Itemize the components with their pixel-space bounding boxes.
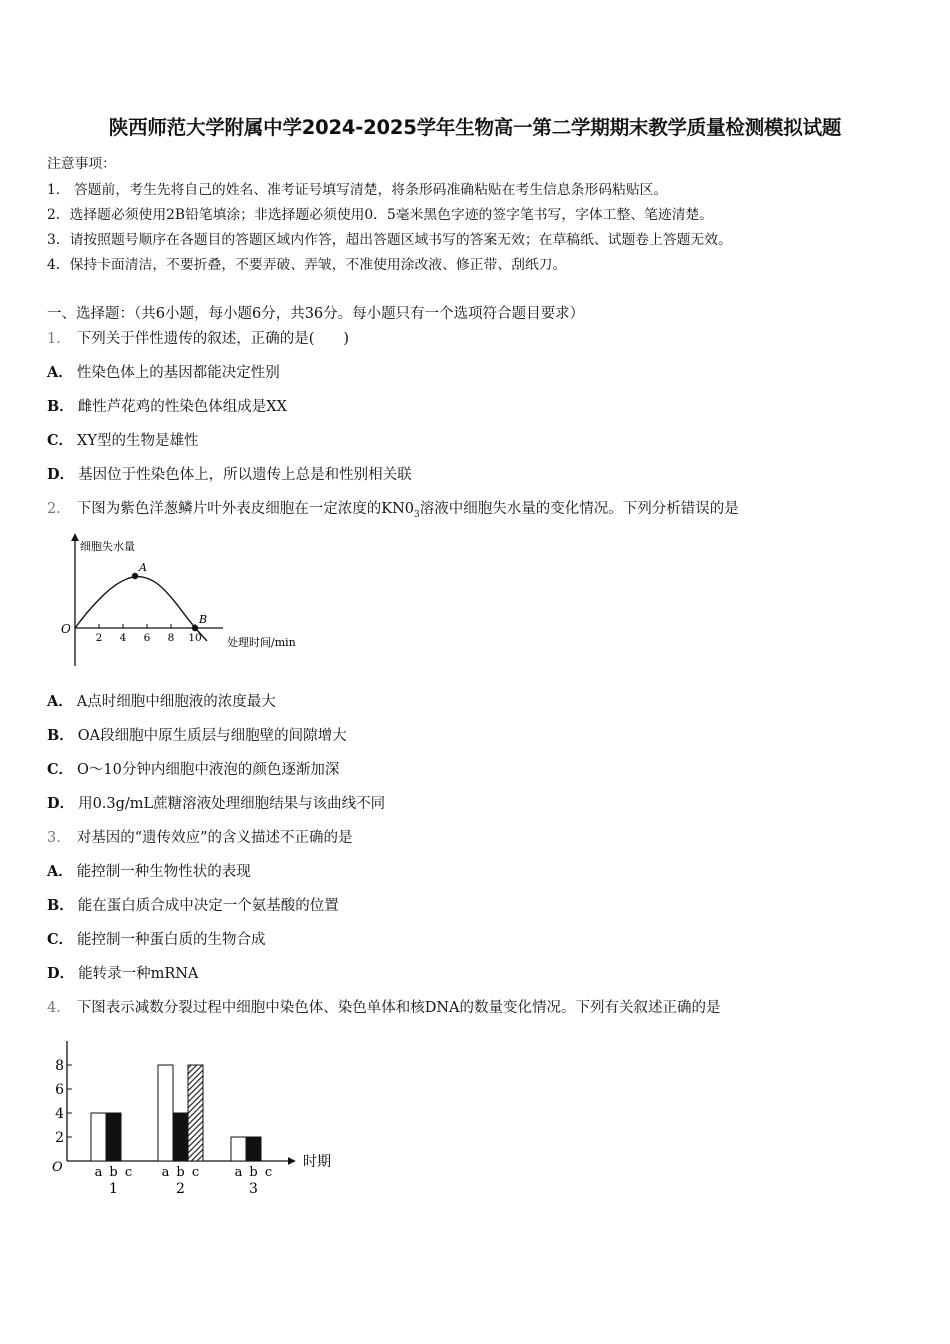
page-title: 陕西师范大学附属中学2024-2025学年生物高一第二学期期末教学质量检测模拟试题 [108,116,842,139]
bar-letter-label: b [109,1165,118,1180]
x-tick-label: 6 [143,632,151,644]
y-tick-label: 2 [55,1130,64,1146]
question-stem: 对基因的“遗传效应”的含义描述不正确的是 [76,830,353,846]
bar-letter-label: b [249,1165,258,1180]
question-3 [47,826,353,847]
question-number: 3． [47,830,71,846]
notice-item-2: 2．选择题必须使用2B铅笔填涂；非选择题必须使用0．5毫米黑色字迹的签字笔书写，字体工整、笔迹清楚。 [47,207,714,223]
q3-option-c: C． 能控制一种蛋白质的生物合成 [47,931,266,948]
notice-heading: 注意事项： [47,156,116,172]
section-heading: 一、选择题：（共6小题，每小题6分，共36分。每小题只有一个选项符合题目要求） [47,306,585,322]
notice-item-3: 3．请按照题号顺序在各题目的答题区域内作答，超出答题区域书写的答案无效；在草稿纸、试题卷上答题无效。 [47,232,732,248]
y-axis-label: 细胞失水量 [80,540,135,553]
q1-option-d: D． 基因位于性染色体上，所以遗传上总是和性别相关联 [47,466,412,483]
question-2: 2． 下图为紫色洋葱鳞片叶外表皮细胞在一定浓度的$KN0_3$溶液中细胞失水量的变化情况。下列分析错误的是 [47,501,739,520]
notice-item-1: 1. 答题前，考生先将自己的姓名、准考证号填写清楚，将条形码准确粘贴在考生信息条形码粘贴区。 [47,182,668,198]
question-number: 1． [47,331,71,347]
q3-option-a: A． 能控制一种生物性状的表现 [47,863,251,880]
y-tick-label: 4 [55,1106,64,1122]
bar-1-b [106,1113,121,1161]
category-label: 3 [249,1181,258,1197]
question-number: 2． [47,501,71,517]
bar-3-b [246,1137,261,1161]
x-axis-label: 处理时间/min [227,636,296,649]
category-label: 1 [109,1181,118,1197]
x-tick-label: 4 [119,632,127,644]
question-stem: 下图表示减数分裂过程中细胞中染色体、染色单体和核DNA的数量变化情况。下列有关叙述正确的是 [76,1000,721,1016]
bar-3-a [231,1137,246,1161]
question-4 [47,996,721,1017]
water-loss-line-chart [55,528,315,673]
y-tick-label: 6 [55,1082,64,1098]
category-label: 2 [176,1181,185,1197]
bar-letter-label: a [161,1165,170,1180]
q1-option-a: A． 性染色体上的基因都能决定性别 [47,364,280,381]
notice-item-4: 4．保持卡面清洁，不要折叠，不要弄破、弄皱，不准使用涂改液、修正带、刮纸刀。 [47,257,567,273]
bar-letter-label: b [176,1165,185,1180]
q1-option-c: C． XY型的生物是雄性 [47,432,199,449]
q2-option-a: A． A点时细胞中细胞液的浓度最大 [47,693,276,710]
bar-letter-label: c [264,1165,273,1180]
x-tick-label: 8 [167,632,175,644]
meiosis-bar-chart [45,1035,355,1205]
y-tick-label: 8 [55,1058,64,1074]
bar-1-a [91,1113,106,1161]
x-tick-label: 10 [188,632,202,644]
question-1 [47,327,349,348]
origin-label: O [61,622,71,636]
q2-option-d: D． 用0.3g/mL蔗糖溶液处理细胞结果与该曲线不同 [47,795,386,812]
bar-2-b [173,1113,188,1161]
q1-option-b: B． 雌性芦花鸡的性染色体组成是XX [47,398,287,415]
q3-option-d: D． 能转录一种mRNA [47,965,199,982]
question-stem: 下列关于伴性遗传的叙述，正确的是( ) [76,331,350,347]
bar-letter-label: c [191,1165,200,1180]
q3-option-b: B． 能在蛋白质合成中决定一个氨基酸的位置 [47,897,339,914]
origin-label: O [52,1160,63,1175]
point-label-b: B [199,613,208,626]
x-tick-label: 2 [95,632,103,644]
x-axis-label: 时期 [303,1154,331,1170]
q2-option-c: C． O～10分钟内细胞中液泡的颜色逐渐加深 [47,761,340,778]
point-b [192,625,198,631]
bar-2-c [188,1065,203,1161]
bar-letter-label: a [234,1165,243,1180]
point-label-a: A [139,561,147,574]
bar-letter-label: a [94,1165,103,1180]
bar-letter-label: c [124,1165,133,1180]
bar-2-a [158,1065,173,1161]
q2-option-b: B． OA段细胞中原生质层与细胞壁的间隙增大 [47,727,347,744]
question-number: 4． [47,1000,71,1016]
point-a [132,573,138,579]
